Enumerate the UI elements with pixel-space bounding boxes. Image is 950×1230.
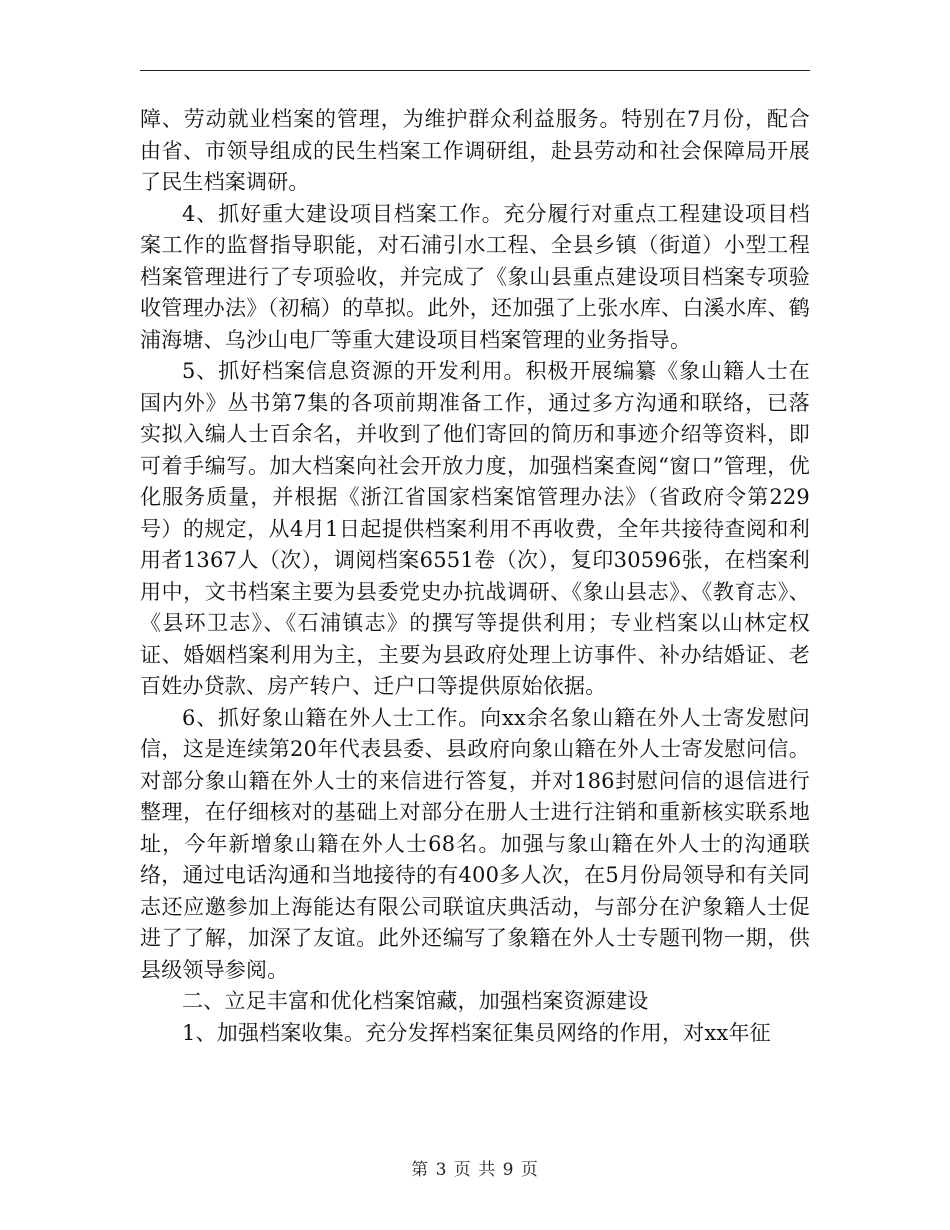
paragraph-item-4: 4、抓好重大建设项目档案工作。充分履行对重点工程建设项目档案工作的监督指导职能，对石浦引水工程、全县乡镇（街道）小型工程档案管理进行了专项验收，并完成了《象山县重点建设项目档案专项验收管理办法》（初稿）的草拟。此外，还加强了上张水库、白溪水库、鹤浦海塘、乌沙山电厂等重大建设项目档案管理的业务指导。: [140, 201, 810, 352]
section-heading-2: 二、立足丰富和优化档案馆藏，加强档案资源建设: [182, 989, 649, 1013]
page-number-footer: 第 3 页 共 9 页: [411, 1160, 539, 1180]
document-body: [140, 104, 810, 1049]
paragraph-section2-item-1: 1、加强档案收集。充分发挥档案征集员网络的作用，对xx年征: [182, 1020, 771, 1045]
paragraph-continuation: 障、劳动就业档案的管理，为维护群众利益服务。特别在7月份，配合由省、市领导组成的民生档案工作调研组，赴县劳动和社会保障局开展了民生档案调研。: [140, 107, 810, 194]
header-rule: [140, 70, 810, 71]
paragraph-item-5: 5、抓好档案信息资源的开发利用。积极开展编纂《象山籍人士在国内外》丛书第7集的各项前期准备工作，通过多方沟通和联络，已落实拟入编人士百余名，并收到了他们寄回的简历和事迹介绍等资料，即可着手编写。加大档案向社会开放力度，加强档案查阅“窗口”管理，优化服务质量，并根据《浙江省国家档案馆管理办法》（省政府令第229号）的规定，从4月1日起提供档案利用不再收费，全年共接待查阅和利用者1367人（次），调阅档案6551卷（次），复印30596张，在档案利用中，文书档案主要为县委党史办抗战调研、《象山县志》、《教育志》、《县环卫志》、《石浦镇志》的撰写等提供利用；专业档案以山林定权证、婚姻档案利用为主，主要为县政府处理上访事件、补办结婚证、老百姓办贷款、房产转户、迁户口等提供原始依据。: [140, 359, 810, 698]
paragraph-item-6: 6、抓好象山籍在外人士工作。向xx余名象山籍在外人士寄发慰问信，这是连续第20年代表县委、县政府向象山籍在外人士寄发慰问信。对部分象山籍在外人士的来信进行答复，并对186封慰问信的退信进行整理，在仔细核对的基础上对部分在册人士进行注销和重新核实联系地址，今年新增象山籍在外人士68名。加强与象山籍在外人士的沟通联络，通过电话沟通和当地接待的有400多人次，在5月份局领导和有关同志还应邀参加上海能达有限公司联谊庆典活动，与部分在沪象籍人士促进了了解，加深了友谊。此外还编写了象籍在外人士专题刊物一期，供县级领导参阅。: [140, 705, 810, 982]
